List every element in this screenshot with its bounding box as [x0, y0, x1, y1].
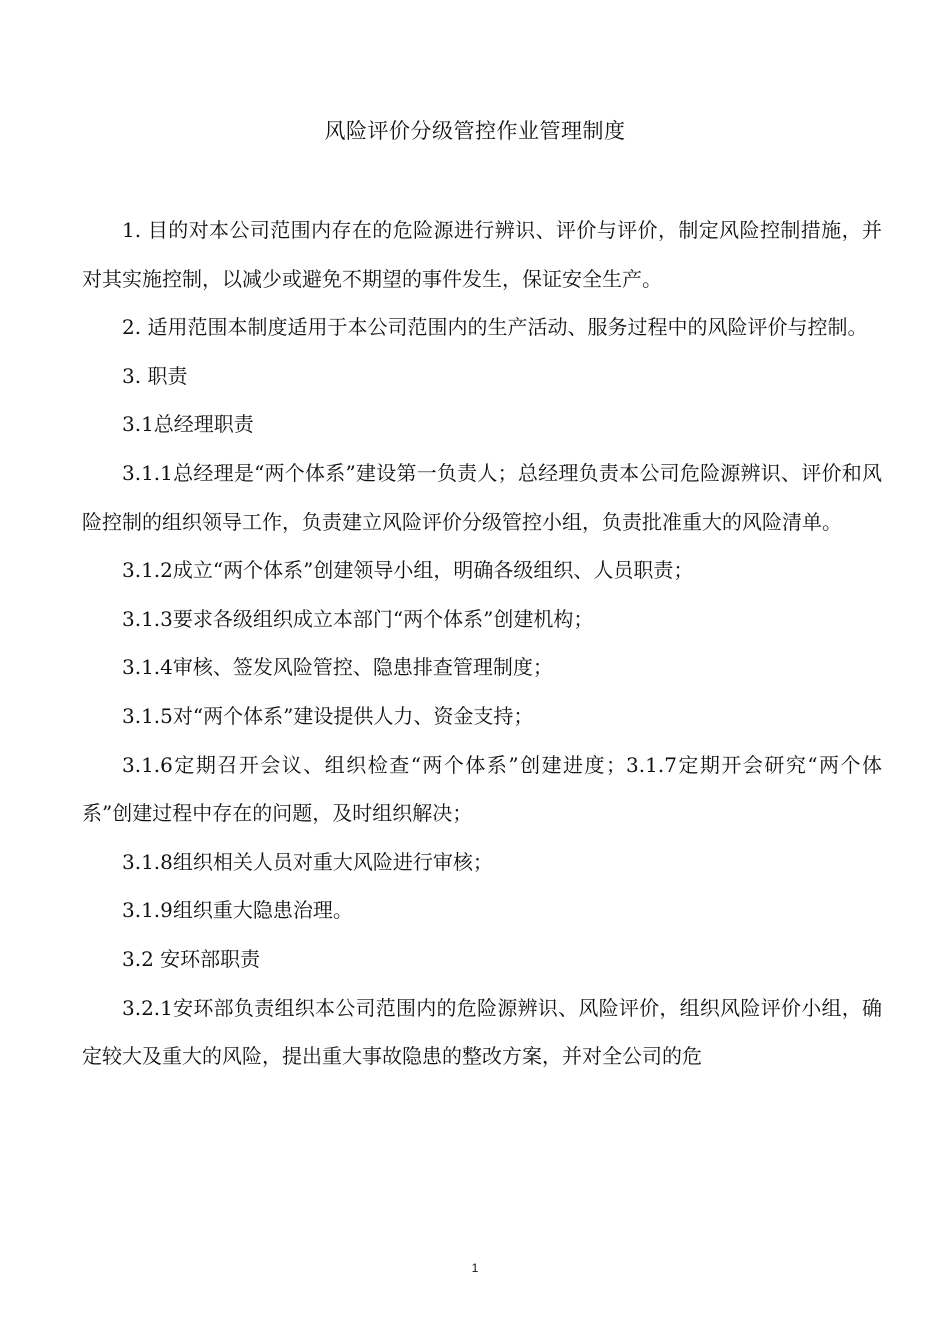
paragraph-3-1-9: 3.1.9组织重大隐患治理。: [122, 898, 353, 923]
subsection-heading-safety-dept: 3.2 安环部职责: [122, 946, 261, 971]
paragraph-3-1-6: 3.1.6定期召开会议、组织检查“两个体系”创建进度；3.1.7定期开会研究“两个体系”创建过程中存在的问题，及时组织解决；: [82, 752, 882, 826]
paragraph-3-2-1: 3.2.1安环部负责组织本公司范围内的危险源辨识、风险评价，组织风险评价小组，确定较大及重大的风险，提出重大事故隐患的整改方案，并对全公司的危: [82, 995, 882, 1069]
paragraph-3-1-2: 3.1.2成立“两个体系”创建领导小组，明确各级组织、人员职责；: [122, 558, 694, 583]
paragraph-3-1-8: 3.1.8组织相关人员对重大风险进行审核；: [122, 849, 493, 874]
paragraph-3-1-3: 3.1.3要求各级组织成立本部门“两个体系”创建机构；: [122, 606, 594, 631]
paragraph-scope: 2. 适用范围本制度适用于本公司范围内的生产活动、服务过程中的风险评价与控制。: [122, 315, 868, 340]
paragraph-purpose: 1. 目的对本公司范围内存在的危险源进行辨识、评价与评价，制定风险控制措施，并对其实施控制，以减少或避免不期望的事件发生，保证安全生产。: [82, 218, 882, 291]
page-number: 1: [471, 1261, 479, 1275]
paragraph-3-1-4: 3.1.4审核、签发风险管控、隐患排查管理制度；: [122, 655, 553, 680]
document-body: [82, 206, 882, 1081]
paragraph-3-1-5: 3.1.5对“两个体系”建设提供人力、资金支持；: [122, 703, 534, 728]
document-title: 风险评价分级管控作业管理制度: [324, 119, 626, 143]
paragraph-3-1-1: 3.1.1总经理是“两个体系”建设第一负责人；总经理负责本公司危险源辨识、评价和风险控制的组织领导工作，负责建立风险评价分级管控小组，负责批准重大的风险清单。: [82, 460, 882, 534]
subsection-heading-general-manager: 3.1总经理职责: [122, 412, 254, 437]
section-heading-responsibilities: 3. 职责: [122, 363, 188, 388]
